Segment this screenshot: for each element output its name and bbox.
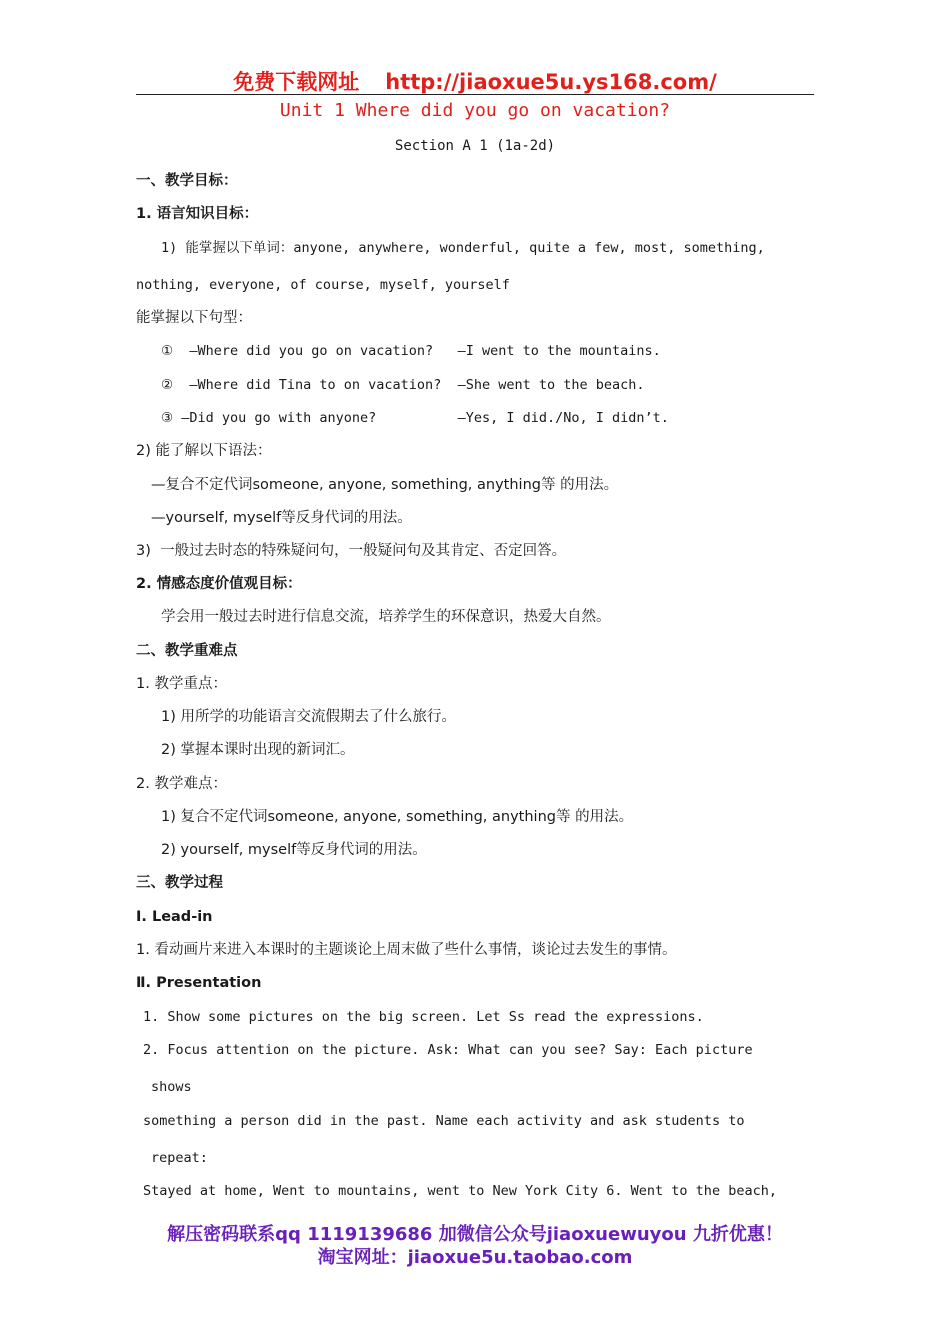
heading-process: 三、教学过程 bbox=[136, 875, 223, 891]
key-point-1: 1) 用所学的功能语言交流假期去了什么旅行。 bbox=[161, 709, 456, 725]
footer-contact: 解压密码联系qq 1119139686 加微信公众号jiaoxuewuyou 九折优惠！ bbox=[167, 1224, 783, 1245]
grammar-label: 2) 能了解以下语法： bbox=[136, 443, 272, 459]
difficult-points-label: 2. 教学难点： bbox=[136, 776, 227, 792]
key-points-label: 1. 教学重点： bbox=[136, 676, 227, 692]
header-divider bbox=[136, 94, 814, 95]
section-subtitle: Section A 1 (1a-2d) bbox=[394, 138, 556, 154]
grammar-item-1: —复合不定代词someone, anyone, something, anything等 的用法。 bbox=[151, 477, 619, 493]
document-title: Unit 1 Where did you go on vacation? bbox=[279, 100, 671, 121]
footer-shop-link[interactable]: 淘宝网址：jiaoxue5u.taobao.com bbox=[317, 1247, 633, 1268]
key-point-2: 2) 掌握本课时出现的新词汇。 bbox=[161, 742, 355, 758]
difficult-point-2: 2) yourself, myself等反身代词的用法。 bbox=[161, 842, 427, 858]
pattern-2: ② —Where did Tina to on vacation? —She went to the beach. bbox=[161, 377, 645, 393]
heading-key-points: 二、教学重难点 bbox=[136, 643, 238, 659]
heading-presentation: Ⅱ. Presentation bbox=[136, 975, 262, 991]
pattern-1: ① —Where did you go on vacation? —I went to the mountains. bbox=[161, 343, 661, 359]
lead-in-step-1: 1. 看动画片来进入本课时的主题谈论上周末做了些什么事情，谈论过去发生的事情。 bbox=[136, 942, 677, 958]
vocab-line: 1) 能掌握以下单词：anyone, anywhere, wonderful, quite a few, most, something, bbox=[161, 240, 765, 256]
presentation-step-2-cont-a: shows bbox=[151, 1079, 192, 1095]
sentence-patterns-label: 能掌握以下句型： bbox=[136, 310, 252, 326]
header-banner bbox=[0, 66, 950, 96]
presentation-step-2: 2. Focus attention on the picture. Ask: What can you see? Say: Each picture bbox=[143, 1042, 753, 1058]
presentation-step-2-cont-c: repeat: bbox=[151, 1150, 208, 1166]
heading-attitude-goals: 2. 情感态度价值观目标： bbox=[136, 576, 302, 592]
pattern-3: ③ —Did you go with anyone? —Yes, I did./No, I didn’t. bbox=[161, 410, 669, 426]
vocab-line-cont: nothing, everyone, of course, myself, yourself bbox=[136, 277, 510, 293]
header-label: 免费下载网址 bbox=[233, 70, 360, 94]
presentation-activities: Stayed at home, Went to mountains, went to New York City 6. Went to the beach, bbox=[143, 1183, 777, 1199]
header-url-link[interactable]: http://jiaoxue5u.ys168.com/ bbox=[385, 70, 717, 94]
heading-language-goals: 1. 语言知识目标： bbox=[136, 206, 259, 222]
attitude-text: 学会用一般过去时进行信息交流，培养学生的环保意识，热爱大自然。 bbox=[161, 609, 611, 625]
presentation-step-2-cont-b: something a person did in the past. Name each activity and ask students to bbox=[143, 1113, 745, 1129]
heading-lead-in: Ⅰ. Lead-in bbox=[136, 909, 213, 925]
grammar-item-2: —yourself, myself等反身代词的用法。 bbox=[151, 510, 412, 526]
grammar-item-3: 3) 一般过去时态的特殊疑问句，一般疑问句及其肯定、否定回答。 bbox=[136, 543, 567, 559]
heading-objectives: 一、教学目标： bbox=[136, 173, 238, 189]
difficult-point-1: 1) 复合不定代词someone, anyone, something, anything等 的用法。 bbox=[161, 809, 634, 825]
presentation-step-1: 1. Show some pictures on the big screen. Let Ss read the expressions. bbox=[143, 1009, 704, 1025]
